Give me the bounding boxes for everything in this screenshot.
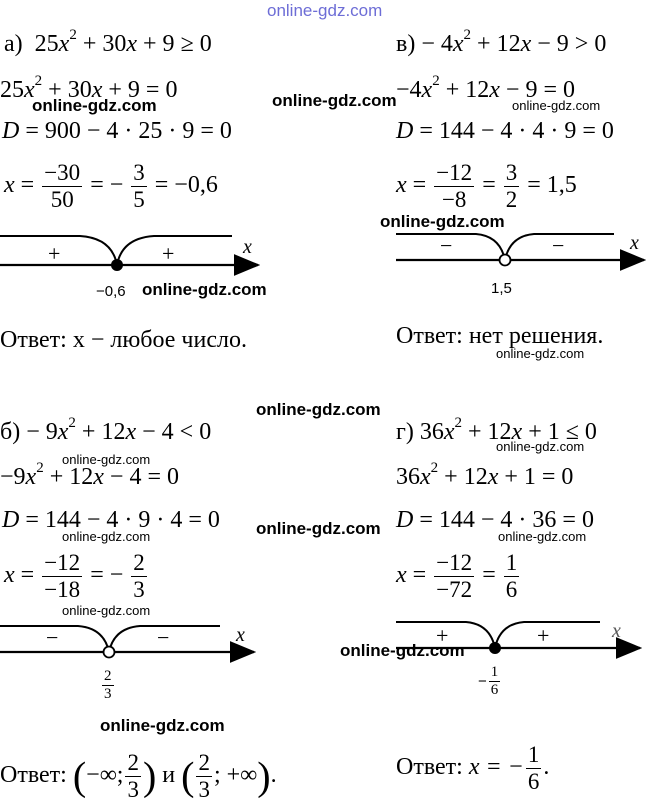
part-b-label: б) xyxy=(0,419,21,445)
part-v-inequality: $в) - 4x^2 + 12x - 9 > 0$ xyxy=(396,27,607,57)
watermark: online-gdz.com xyxy=(62,603,151,618)
part-a-point-label: −0,6 xyxy=(96,283,126,300)
part-b-sign-right: − xyxy=(157,625,170,650)
part-v-point xyxy=(500,255,511,266)
watermark: online-gdz.com xyxy=(272,91,397,110)
part-b-discriminant: D = 144 − 4 · 9 · 4 = 0 xyxy=(2,507,220,533)
part-a-eq-tail: = 0 xyxy=(139,77,178,103)
part-v-point-label: 1,5 xyxy=(491,280,512,297)
watermark: online-gdz.com xyxy=(380,212,505,231)
part-g-point xyxy=(489,642,501,654)
part-b-answer: Ответ: (−∞; $\frac{2}{3}$ ) и ( $\frac{2}{3}$ ; +∞). xyxy=(0,750,277,802)
watermark: online-gdz.com xyxy=(498,529,587,544)
watermark: online-gdz.com xyxy=(62,529,151,544)
part-v-equation: $-4x^2 + 12x - 9 = 0$ xyxy=(396,73,575,103)
part-a-label: а) xyxy=(4,31,23,57)
part-v-sign-left: − xyxy=(440,233,453,258)
part-b-sign-left: − xyxy=(46,625,59,650)
watermark: online-gdz.com xyxy=(32,96,157,115)
part-b-point xyxy=(104,647,115,658)
part-g-root: x = $\frac{-12}{-72}$ = $\frac{1}{6}$ xyxy=(396,550,518,602)
part-g-inequality: г) $36x^2 + 12x + 1 \le 0$ xyxy=(396,415,597,445)
part-v-discriminant: D = 144 − 4 · 4 · 9 = 0 xyxy=(396,118,614,144)
watermark: online-gdz.com xyxy=(256,400,381,419)
part-g-sign-left: + xyxy=(436,623,449,648)
part-v-axis-label: x xyxy=(630,232,639,254)
part-a-sign: ≥ 0 xyxy=(174,31,212,57)
part-a-axis-label: x xyxy=(243,236,252,258)
part-b-inequality: $б) - 9x^2 + 12x - 4 < 0$ xyxy=(0,415,212,445)
part-v-sign-right: − xyxy=(552,233,565,258)
part-b-root: x = $\frac{-12}{-18}$ = − $\frac{2}{3}$ xyxy=(4,550,145,602)
part-b-equation: $-9x^2 + 12x - 4 = 0$ xyxy=(0,460,179,490)
part-a-frac2: $\frac{3}{5}$ xyxy=(133,160,145,212)
watermark: online-gdz.com xyxy=(62,452,151,467)
part-g-point-label: − $\frac{1}{6}$ xyxy=(478,664,499,698)
part-b-axis-label: x xyxy=(236,624,245,646)
watermark: online-gdz.com xyxy=(340,641,465,660)
watermark: online-gdz.com xyxy=(496,346,585,361)
part-a-sign-right: + xyxy=(162,241,175,266)
part-g-discriminant: D = 144 − 4 · 36 = 0 xyxy=(396,507,594,533)
part-v-label: в) xyxy=(396,31,416,57)
part-a-equation: $25x^2 + 30x + 9 = 0$ xyxy=(0,73,178,103)
watermark-top: online-gdz.com xyxy=(267,1,383,20)
part-a-answer-prefix: Ответ: xyxy=(0,327,67,353)
part-g-equation: $36x^2 + 12x + 1 = 0$ xyxy=(396,460,574,490)
part-a-frac1: $\frac{-30}{50}$ xyxy=(44,160,81,212)
watermark: online-gdz.com xyxy=(512,98,601,113)
part-a-d-value: = 900 − 4 · 25 · 9 = 0 xyxy=(25,118,232,144)
watermark: online-gdz.com xyxy=(256,519,381,538)
part-a-root: x = $\frac{-30}{50}$ = − $\frac{3}{5}$ = −0,6 xyxy=(4,160,218,212)
part-a-answer-text: x − любое число. xyxy=(72,327,247,353)
watermark: online-gdz.com xyxy=(100,716,225,735)
part-v-answer: Ответ: нет решения. xyxy=(396,323,604,349)
part-g-axis-label: x xyxy=(612,620,621,642)
part-a-inequality: а) $25x^2 + 30x + 9 \ge 0$ xyxy=(4,27,212,57)
part-b-point-label: $\frac{2}{3}$ xyxy=(104,668,112,702)
part-g-label: г) xyxy=(396,419,414,445)
part-v-root: x = $\frac{-12}{-8}$ = $\frac{3}{2}$ = 1,5 xyxy=(396,160,577,212)
part-g-sign-right: + xyxy=(537,623,550,648)
part-g-answer: Ответ: x = − $\frac{1}{6}$ . xyxy=(396,742,550,794)
part-a-sign-left: + xyxy=(48,241,61,266)
part-a-discriminant: D = 900 − 4 · 25 · 9 = 0 xyxy=(2,118,232,144)
watermark: online-gdz.com xyxy=(142,280,267,299)
watermark: online-gdz.com xyxy=(496,439,585,454)
part-a-point xyxy=(111,259,123,271)
